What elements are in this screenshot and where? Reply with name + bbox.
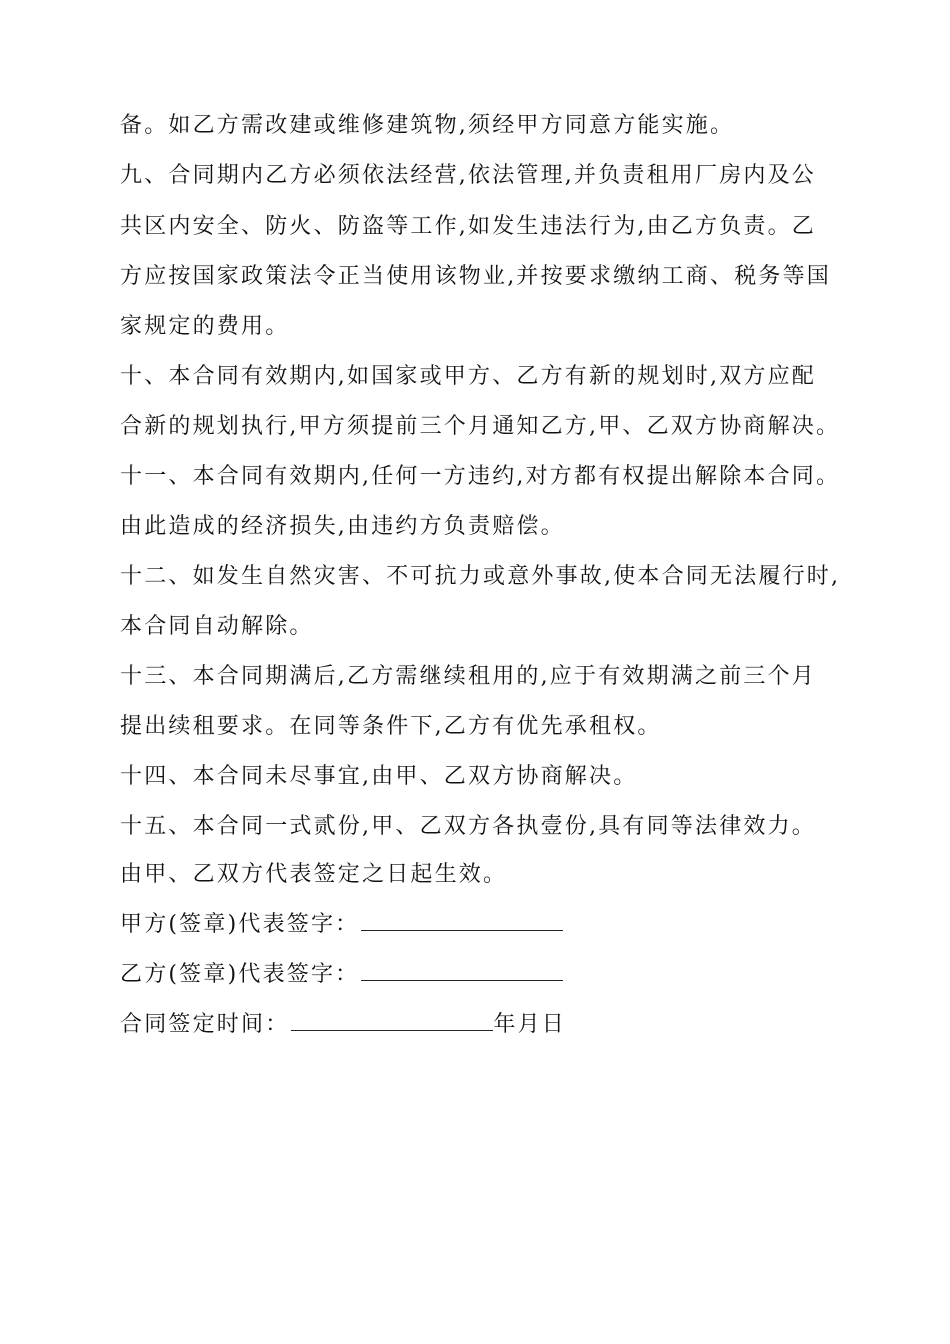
contract-date-suffix: 年月日 bbox=[493, 1012, 567, 1037]
text-line: 合新的规划执行,甲方须提前三个月通知乙方,甲、乙双方协商解决。 bbox=[120, 414, 841, 439]
text-line: 由此造成的经济损失,由违约方负责赔偿。 bbox=[120, 514, 565, 539]
clause-13-line: 十三、本合同期满后,乙方需继续租用的,应于有效期满之前三个月 bbox=[120, 664, 816, 689]
text-line: 本合同自动解除。 bbox=[120, 614, 314, 639]
party-b-signature-label: 乙方(签章)代表签字： bbox=[120, 962, 360, 987]
contract-date-label: 合同签定时间： bbox=[120, 1012, 290, 1037]
clause-11-line: 十一、本合同有效期内,任何一方违约,对方都有权提出解除本合同。 bbox=[120, 464, 841, 489]
text-line: 方应按国家政策法令正当使用该物业,并按要求缴纳工商、税务等国 bbox=[120, 264, 831, 289]
party-a-signature-blank bbox=[361, 910, 563, 931]
text-line: 家规定的费用。 bbox=[120, 314, 290, 339]
contract-date-blank bbox=[291, 1010, 493, 1031]
text-line: 由甲、乙双方代表签定之日起生效。 bbox=[120, 862, 508, 887]
clause-15-line: 十五、本合同一式贰份,甲、乙双方各执壹份,具有同等法律效力。 bbox=[120, 814, 816, 839]
clause-12-line: 十二、如发生自然灾害、不可抗力或意外事故,使本合同无法履行时, bbox=[120, 564, 841, 589]
party-b-signature-row bbox=[120, 960, 563, 990]
contract-date-row bbox=[120, 1010, 566, 1040]
clause-10-line: 十、本合同有效期内,如国家或甲方、乙方有新的规划时,双方应配 bbox=[120, 364, 816, 389]
text-line: 备。如乙方需改建或维修建筑物,须经甲方同意方能实施。 bbox=[120, 113, 735, 138]
party-b-signature-blank bbox=[361, 960, 563, 981]
party-a-signature-row bbox=[120, 910, 563, 940]
party-a-signature-label: 甲方(签章)代表签字： bbox=[120, 912, 360, 937]
text-line: 共区内安全、防火、防盗等工作,如发生违法行为,由乙方负责。乙 bbox=[120, 214, 816, 239]
clause-14-line: 十四、本合同未尽事宜,由甲、乙双方协商解决。 bbox=[120, 764, 638, 789]
text-line: 提出续租要求。在同等条件下,乙方有优先承租权。 bbox=[120, 714, 662, 739]
clause-9-line: 九、合同期内乙方必须依法经营,依法管理,并负责租用厂房内及公 bbox=[120, 163, 816, 188]
